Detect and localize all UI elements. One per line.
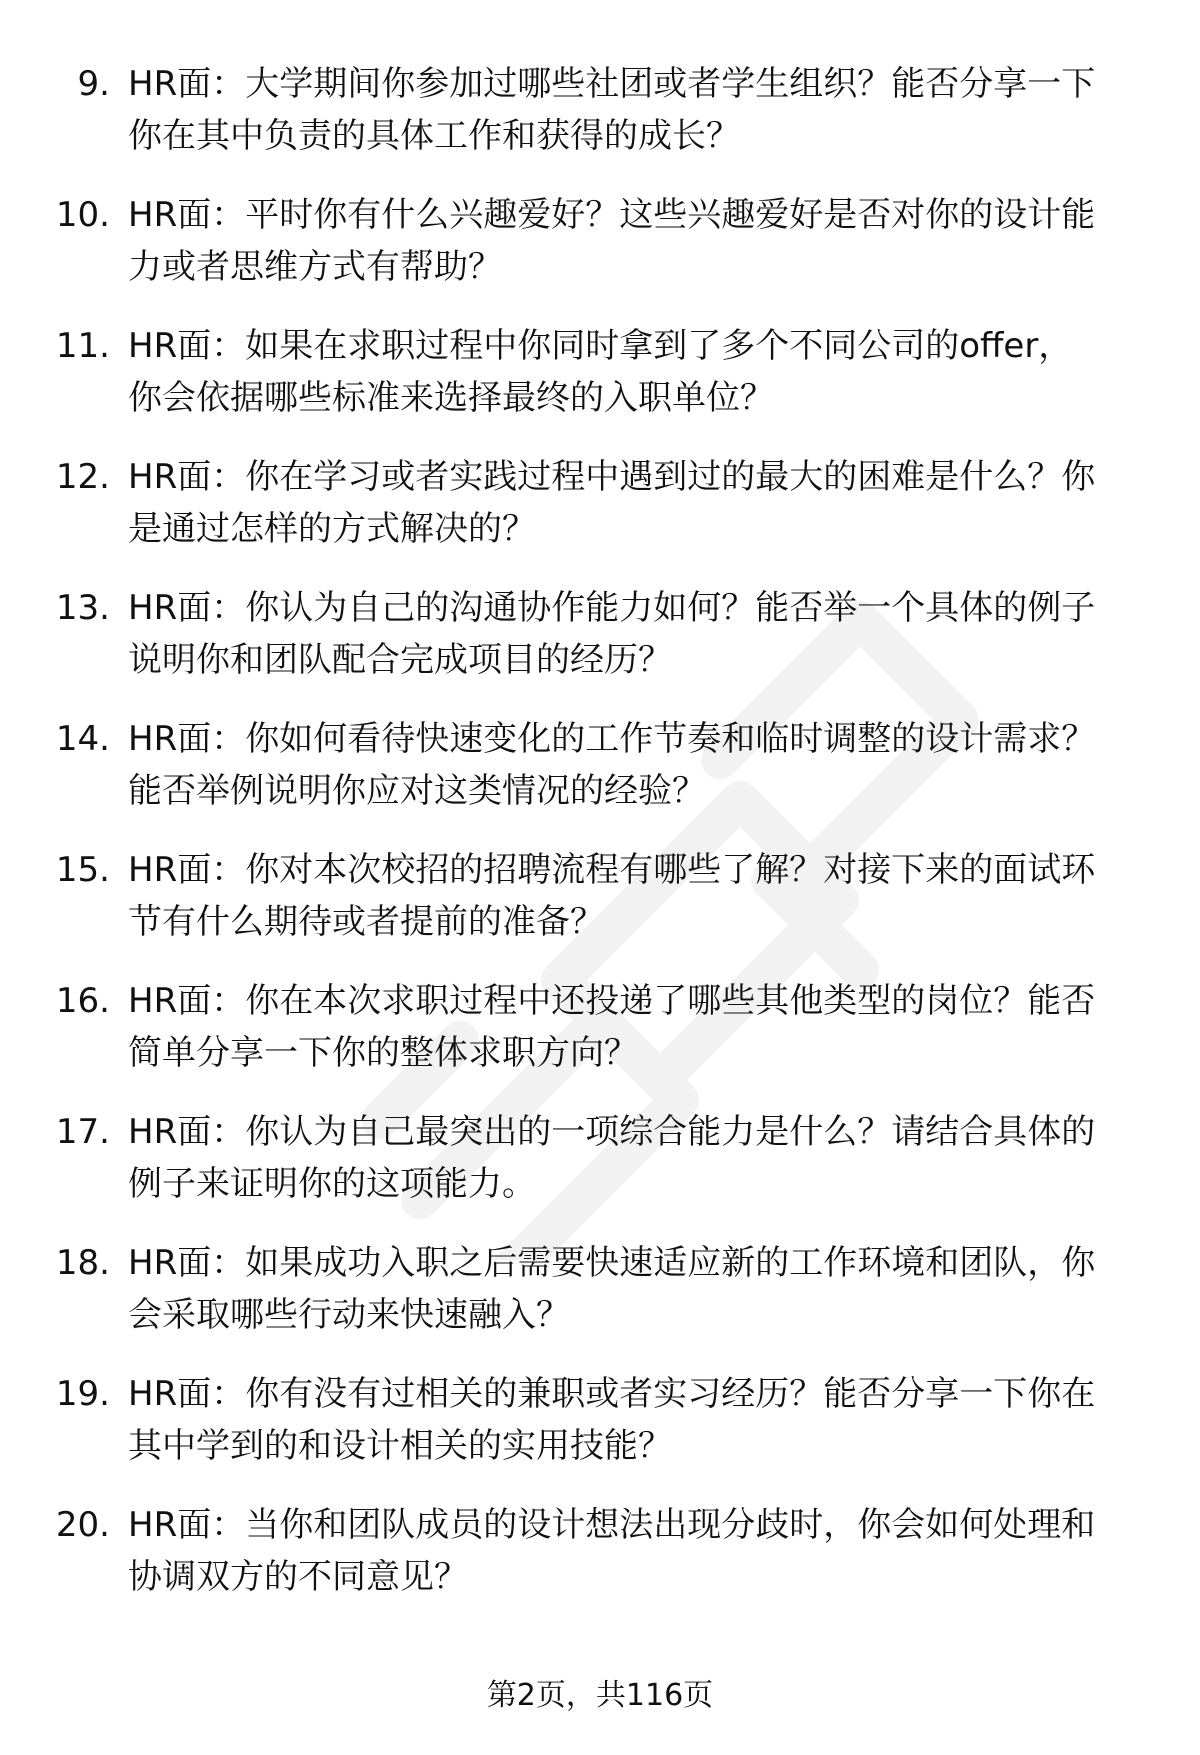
question-line: HR面：你在学习或者实践过程中遇到过的最大的困难是什么？你 (128, 457, 1096, 497)
question-number: 18. (55, 1243, 110, 1283)
question-text (128, 975, 1158, 1079)
question-text (128, 582, 1158, 686)
question-line: HR面：你有没有过相关的兼职或者实习经历？能否分享一下你在 (128, 1374, 1096, 1414)
question-line: 其中学到的和设计相关的实用技能？ (128, 1426, 672, 1466)
question-text (128, 844, 1158, 948)
question-line: HR面：你在本次求职过程中还投递了哪些其他类型的岗位？能否 (128, 981, 1096, 1021)
question-number: 16. (55, 981, 110, 1021)
question-item (0, 320, 1200, 451)
question-item (0, 1106, 1200, 1237)
question-number: 10. (55, 195, 110, 235)
question-line: 能否举例说明你应对这类情况的经验？ (128, 771, 706, 811)
question-number: 11. (55, 326, 110, 366)
question-line: 你在其中负责的具体工作和获得的成长？ (128, 116, 740, 156)
question-item (0, 1499, 1200, 1630)
question-item (0, 713, 1200, 844)
question-item (0, 451, 1200, 582)
question-number: 20. (55, 1505, 110, 1545)
question-line: 协调双方的不同意见？ (128, 1557, 468, 1597)
question-number: 14. (55, 719, 110, 759)
question-number: 15. (55, 850, 110, 890)
question-line: HR面：你如何看待快速变化的工作节奏和临时调整的设计需求？ (128, 719, 1096, 759)
question-text (128, 1237, 1158, 1341)
question-line: HR面：你认为自己的沟通协作能力如何？能否举一个具体的例子 (128, 588, 1096, 628)
question-number: 9. (77, 64, 110, 104)
question-text (128, 320, 1158, 424)
question-line: 例子来证明你的这项能力。 (128, 1164, 536, 1204)
question-text (128, 713, 1158, 817)
question-number: 13. (55, 588, 110, 628)
page-footer: 第2页，共116页 (486, 1678, 714, 1713)
question-line: HR面：你对本次校招的招聘流程有哪些了解？对接下来的面试环 (128, 850, 1096, 890)
question-line: 会采取哪些行动来快速融入？ (128, 1295, 570, 1335)
question-line: 说明你和团队配合完成项目的经历？ (128, 640, 672, 680)
question-number: 17. (55, 1112, 110, 1152)
question-item (0, 975, 1200, 1106)
question-item (0, 58, 1200, 189)
question-text (128, 58, 1158, 162)
question-text (128, 1499, 1158, 1603)
question-item (0, 582, 1200, 713)
question-number: 19. (55, 1374, 110, 1414)
question-text (128, 1368, 1158, 1472)
question-line: HR面：如果成功入职之后需要快速适应新的工作环境和团队，你 (128, 1243, 1096, 1283)
question-line: HR面：你认为自己最突出的一项综合能力是什么？请结合具体的 (128, 1112, 1096, 1152)
question-item (0, 189, 1200, 320)
question-text (128, 451, 1158, 555)
question-item (0, 1237, 1200, 1368)
question-line: 力或者思维方式有帮助？ (128, 247, 502, 287)
question-line: HR面：平时你有什么兴趣爱好？这些兴趣爱好是否对你的设计能 (128, 195, 1096, 235)
question-item (0, 1368, 1200, 1499)
question-number: 12. (55, 457, 110, 497)
question-line: HR面：当你和团队成员的设计想法出现分歧时，你会如何处理和 (128, 1505, 1096, 1545)
question-item (0, 844, 1200, 975)
question-line: 节有什么期待或者提前的准备？ (128, 902, 604, 942)
question-line: 是通过怎样的方式解决的？ (128, 509, 536, 549)
question-text (128, 189, 1158, 293)
question-line: 简单分享一下你的整体求职方向？ (128, 1033, 638, 1073)
question-list (0, 58, 1200, 1630)
question-line: 你会依据哪些标准来选择最终的入职单位？ (128, 378, 774, 418)
question-text (128, 1106, 1158, 1210)
question-line: HR面：如果在求职过程中你同时拿到了多个不同公司的offer， (128, 326, 1073, 366)
question-line: HR面：大学期间你参加过哪些社团或者学生组织？能否分享一下 (128, 64, 1096, 104)
